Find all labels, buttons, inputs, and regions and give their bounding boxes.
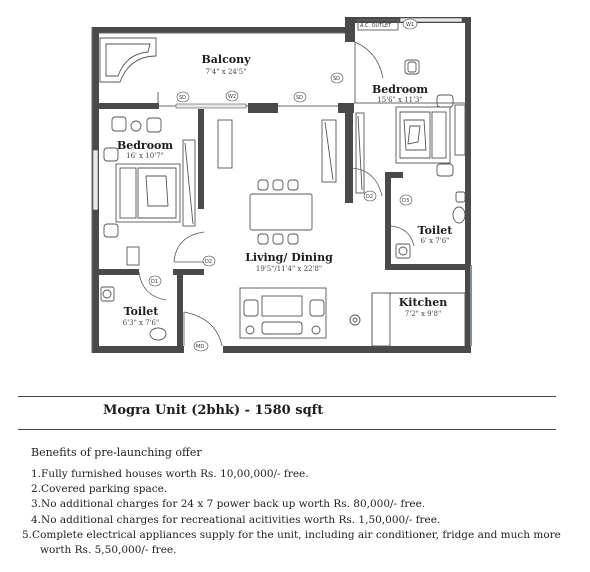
sofa-set-icon [240, 288, 326, 338]
wall-bedroom-right-left [345, 103, 353, 203]
offer-item-text: Complete electrical appliances supply for the unit, including air conditioner, fridge and much more worth Rs. 5,50,000/- free. [32, 528, 561, 557]
wall-bedroom-left-right [198, 109, 204, 209]
room-name-toilet-left: Toilet [123, 305, 159, 318]
offer-item [31, 482, 571, 497]
offer-item-number: 1. [31, 468, 42, 480]
divider-top [18, 396, 556, 397]
tag-sd-3: SD [333, 76, 341, 82]
sideboard-icon [218, 120, 232, 168]
room-dims-kitchen: 7'2" x 9'8" [404, 310, 442, 318]
room-dims-toilet-right: 6' x 7'6" [420, 237, 450, 245]
tag-w2: W2 [228, 94, 237, 100]
offer-item-number: 3. [31, 498, 42, 511]
bed-left-icon [104, 148, 180, 237]
wall-toilet-right-left [385, 172, 391, 270]
offer-item [22, 528, 571, 558]
bed-right-icon [396, 95, 453, 176]
tag-d2-b: D2 [205, 259, 213, 265]
wall-bottom-right [223, 346, 471, 353]
door-swing-d2-left [174, 232, 204, 262]
room-name-kitchen: Kitchen [398, 296, 448, 309]
tag-w1: W1 [406, 22, 415, 28]
offer-item-text: No additional charges for recreational acitivities worth Rs. 1,50,000/- free. [41, 513, 441, 526]
door-swing-sd [355, 42, 383, 78]
tag-sd-2: SD [296, 95, 304, 101]
room-name-bedroom-left: Bedroom [116, 139, 174, 152]
tag-d3: D3 [402, 198, 410, 204]
room-dims-balcony: 7'4" x 24'5" [205, 68, 247, 76]
tag-sd-1: SD [179, 95, 187, 101]
dining-table-icon [250, 180, 312, 244]
window-left [93, 150, 98, 210]
offer-item [31, 497, 571, 512]
wall-outer-top [92, 27, 355, 33]
wall-bedroom-right-bottom [385, 172, 403, 178]
tag-md: MD [196, 344, 205, 350]
room-name-living: Living/ Dining [245, 251, 333, 264]
wall-column-top [345, 17, 355, 42]
room-dims-bedroom-right: 15'6" x 11'3" [377, 96, 423, 104]
window-balcony [176, 104, 246, 108]
room-dims-bedroom-left: 16' x 10'7" [126, 152, 164, 160]
offer-item [31, 513, 571, 528]
windows [93, 18, 462, 210]
offer-item-text: Covered parking space. [41, 483, 168, 496]
offer-heading: Benefits of pre-launching offer [31, 446, 202, 459]
wall-bottom-left [92, 346, 184, 353]
unit-caption: Mogra Unit (2bhk) - 1580 sqft [103, 403, 324, 418]
room-dims-toilet-left: 6'3" x 7'6" [122, 319, 160, 327]
wardrobe-right-icon [356, 105, 465, 193]
room-name-toilet-right: Toilet [417, 224, 453, 237]
wall-toilet-left-right [177, 269, 183, 352]
tag-d1-a: D1 [151, 279, 159, 285]
wall-toilet-left-top [99, 269, 139, 275]
wall-balcony-mid [248, 103, 278, 113]
tag-d2-a: D2 [366, 194, 374, 200]
wall-toilet-right-bottom [385, 264, 471, 270]
offer-item-number: 2. [31, 483, 42, 496]
offer-item-number: 5. [22, 528, 33, 541]
offer-item-text: Fully furnished houses worth Rs. 10,00,000/- free. [41, 468, 309, 480]
wall-balcony-left [99, 103, 159, 109]
room-dims-living: 19'5"/11'4" x 22'8" [255, 265, 323, 273]
room-name-balcony: Balcony [201, 53, 251, 66]
offer-item-number: 4. [31, 513, 42, 526]
offer-item [31, 467, 571, 482]
offer-item-text: No additional charges for 24 x 7 power back up worth Rs. 80,000/- free. [41, 498, 426, 511]
offer-list [22, 467, 571, 558]
armchair-pair-icon [112, 117, 161, 132]
tag-ac-outlet: A.C. OUTLET [360, 23, 392, 29]
door-swing-d3 [391, 226, 414, 246]
divider-bottom [18, 429, 556, 430]
room-name-bedroom-right: Bedroom [371, 83, 429, 96]
